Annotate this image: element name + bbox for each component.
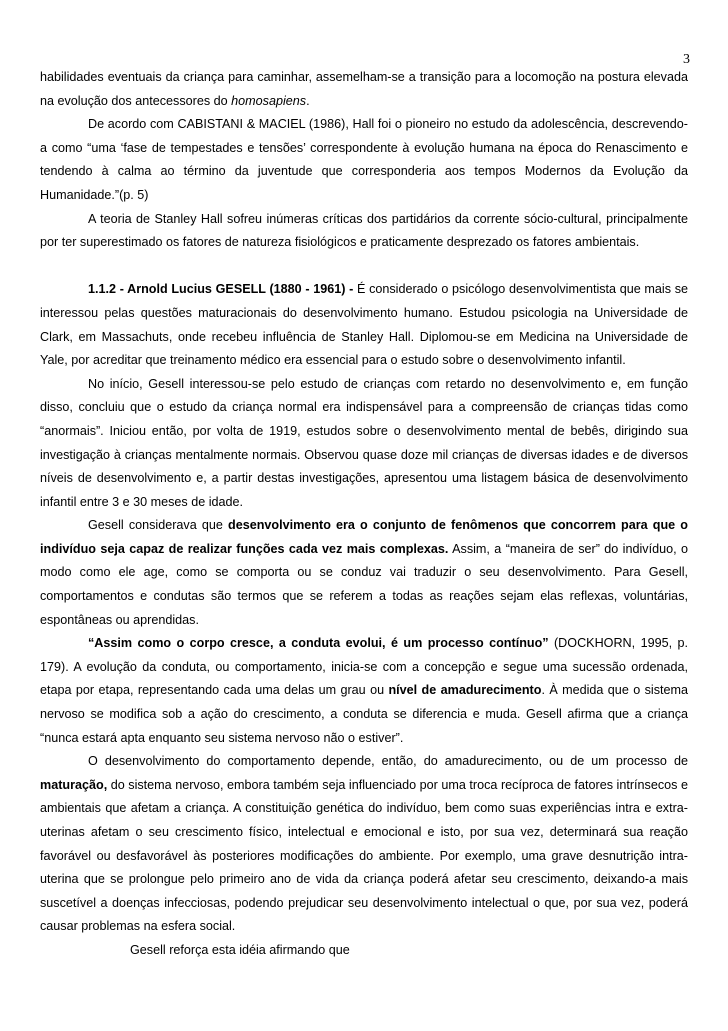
document-body <box>40 66 688 963</box>
paragraph-9: Gesell reforça esta idéia afirmando que <box>130 942 350 957</box>
bold-term: maturação, <box>40 777 108 792</box>
paragraph-6: Gesell considerava que desenvolvimento era o conjunto de fenômenos que concorrem para que o indivíduo seja capaz de realizar funções cada vez mais complexas. Assim, a “maneira de ser” do indivíduo, o modo como ele age, como se comporta ou se conduz vai traduzir o seu desenvolvimento. Para Gesell, comportamentos e condutas são termos que se referem a todas as reações sejam elas reflexas, voluntárias, espontâneas ou aprendidas. <box>40 518 688 627</box>
italic-term: homosapiens <box>231 93 307 108</box>
bold-quote: “Assim como o corpo cresce, a conduta evolui, é um processo contínuo” <box>88 636 549 651</box>
paragraph-2: De acordo com CABISTANI & MACIEL (1986), Hall foi o pioneiro no estudo da adolescência, descrevendo-a como “uma ‘fase de tempestades e tensões’ correspondente à evolução humana na época do Renascimento e tendendo à calma ao término da juventude que corresponderia aos tempos Modernos da Evolução da Humanidade.”(p. 5) <box>40 117 688 202</box>
page-number: 3 <box>683 52 690 67</box>
section-paragraph-gesell: 1.1.2 - Arnold Lucius GESELL (1880 - 1961) - É considerado o psicólogo desenvolvimentista que mais se interessou pelas questões maturacionais do desenvolvimento humano. Estudou psicologia na Universidade de Clark, em Massachuts, onde recebeu influência de Stanley Hall. Diplomou-se em Medicina na Universidade de Yale, por acreditar que treinamento médico era essencial para o estudo sobre o desenvolvimento infantil. <box>40 282 688 368</box>
paragraph-7: “Assim como o corpo cresce, a conduta evolui, é um processo contínuo” (DOCKHORN, 1995, p. 179). A evolução da conduta, ou comportamento, inicia-se com a concepção e segue uma sucessão ordenada, etapa por etapa, representando cada uma delas um grau ou nível de amadurecimento. À medida que o sistema nervoso se modifica sob a ação do crescimento, a conduta se diferencia e muda. Gesell afirma que a criança “nunca estará apta enquanto seu sistema nervoso não o estiver”. <box>40 636 689 745</box>
bold-term: nível de amadurecimento <box>388 683 542 698</box>
paragraph-1: habilidades eventuais da criança para caminhar, assemelham-se a transição para a locomoção na postura elevada na evolução dos antecessores do homosapiens. <box>40 70 688 108</box>
bold-definition: desenvolvimento era o conjunto de fenômenos que concorrem para que o indivíduo seja capaz de realizar funções cada vez mais complexas. <box>40 518 688 556</box>
paragraph-3: A teoria de Stanley Hall sofreu inúmeras críticas dos partidários da corrente sócio-cultural, principalmente por ter superestimado os fatores de natureza fisiológicos e praticamente desprezado os fatores ambientais. <box>40 211 688 250</box>
section-heading: 1.1.2 - Arnold Lucius GESELL (1880 - 1961) - <box>88 282 354 297</box>
paragraph-5: No início, Gesell interessou-se pelo estudo de crianças com retardo no desenvolvimento e, em função disso, concluiu que o estudo da criança normal era indispensável para a compreensão de crianças tidas como “anormais”. Iniciou então, por volta de 1919, estudos sobre o desenvolvimento mental de bebês, dirigindo sua investigação à crianças mentalmente normais. Observou quase doze mil crianças de diversas idades e de diversos níveis de desenvolvimento e, a partir destas investigações, apresentou uma listagem básica de desenvolvimento infantil entre 3 e 30 meses de idade. <box>40 376 688 509</box>
paragraph-8: O desenvolvimento do comportamento depende, então, do amadurecimento, ou de um processo de maturação, do sistema nervoso, embora também seja influenciado por uma troca recíproca de fatores intrínsecos e ambientais que afetam a criança. A constituição genética do indivíduo, bem como suas experiências intra e extra-uterinas afetam o seu crescimento físico, intelectual e emocional e isto, por sua vez, determinará sua reação favorável ou desfavorável às posteriores modificações do ambiente. Por exemplo, uma grave desnutrição intra-uterina que se prolongue pelo primeiro ano de vida da criança poderá afetar seu crescimento, deixando-a mais suscetível a doenças infecciosas, podendo prejudicar seu desenvolvimento intelectual o que, por sua vez, poderá causar problemas na esfera social. <box>40 754 688 934</box>
